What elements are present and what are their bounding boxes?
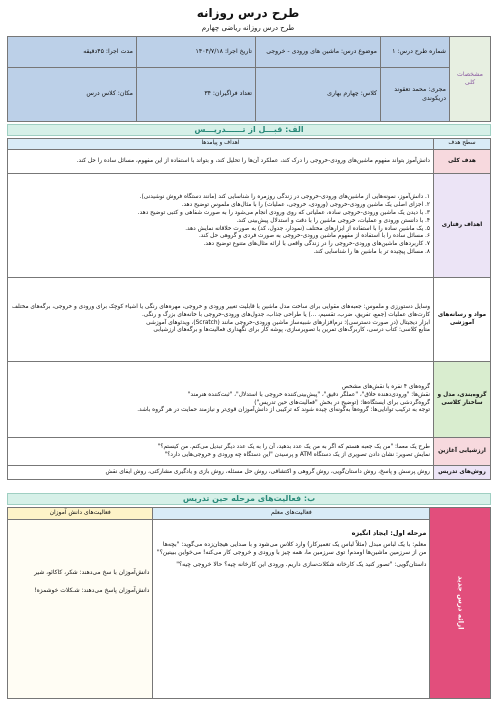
behavioral-goal-item: ۲. اجزای اصلی یک ماشین ورودی-خروجی (ورودی، خروجی، عملیات) را با مثال‌های ملموس توضیح دهد. [181, 202, 430, 209]
class-name: کلاس: چهارم بهاری [256, 68, 381, 122]
goals-title-header: اهداف و پیامدها [8, 139, 434, 150]
duration: مدت اجرا: ۴۵دقیقه [8, 37, 137, 68]
new-lesson-strip [430, 508, 491, 699]
behavioral-goal-item: ۳. با دیدن یک ماشین ورودی-خروجی ساده، عملیاتی که روی ورودی انجام می‌شود را به صورت شفاهی و کتبی توضیح دهد. [137, 209, 430, 216]
assessment-line: طرح یک معما: "من یک جعبه هستم که اگر به من یک عدد بدهید، آن را به یک عدد دیگر تبدیل می‌کنم. من کیستم؟" [157, 443, 430, 450]
methods-label: روش‌های تدریس [434, 466, 491, 480]
assessment-line: نمایش تصویر: نشان دادن تصویری از یک دستگاه ATM و پرسیدن "این دستگاه چه ورودی و خروجی‌هایی دارد؟" [164, 451, 430, 458]
general-goal-text: دانش‌آموز بتواند مفهوم ماشین‌های ورودی-خروجی را درک کند، عملکرد آن‌ها را تحلیل کند، و بتواند با استفاده از این مفهوم، مسائل ساده را حل کند. [8, 150, 434, 174]
materials-line: ابزار دیجیتال (در صورت دسترسی): نرم‌افزارهای شبیه‌ساز ماشین ورودی-خروجی مانند (Scratch)، ویدئوهای آموزشی [146, 319, 430, 326]
student-activities-header: فعالیت‌های دانش آموزان [8, 508, 153, 520]
behavioral-goal-item: ۴. با دانستن ورودی و عملیات، خروجی ماشین را با دقت و استدلال پیش‌بینی کند. [236, 217, 430, 224]
strip-label: ارائه درس جدید [456, 576, 465, 630]
general-goal-label: هدف کلی [434, 150, 491, 174]
goal-level-header: سطح هدف [434, 139, 491, 150]
materials-text [8, 278, 434, 362]
info-side-label: مشخصات کلی [450, 37, 491, 122]
methods-text: روش پرسش و پاسخ، روش داستان‌گویی، روش گروهی و اکتشافی، روش حل مسئله، روش بازی و یادگیری مشارکتی، روش ایفای نقش [8, 466, 434, 480]
section-a-header: الف: قبـــل از تــــــدریـــس [7, 124, 491, 136]
info-table [7, 36, 491, 122]
teacher-activities-header: فعالیت‌های معلم [153, 508, 430, 520]
teacher-text: معلم: با یک لباس مبدل (مثلاً لباس یک تعمیرکار) وارد کلاس می‌شود و با صدایی هیجان‌زده می‌گوید: "بچه‌ها من از سرزمین ماشین‌ها اومدم! توی سرزمین ما، همه چیز با ورودی و خروجی کار می‌کنه! می‌خواین ببینین؟" [156, 540, 427, 556]
stage-title: مرحله اول: ایجاد انگیزه [351, 529, 427, 537]
grouping-line: گروه‌گردشی برای ایستگاه‌ها: (توضیح در بخش "فعالیت‌های حین تدریس") [254, 399, 430, 406]
behavioral-goal-item: ۷. کاربردهای ماشین‌های ورودی-خروجی را در زندگی واقعی با ارائه مثال‌های متنوع توضیح دهد. [203, 241, 430, 248]
section-b-header: ب: فعالیت‌های مرحله حین تدریس [7, 493, 491, 505]
grouping-text [8, 362, 434, 438]
behavioral-goal-item: ۱. دانش‌آموز، نمونه‌هایی از ماشین‌های ورودی-خروجی در زندگی روزمره را شناسایی کند (مانند دستگاه فروش نوشیدنی). [139, 194, 430, 201]
student-text-2: دانش‌آموزان پاسخ می‌دهند: شـکلات خوشمزه! [34, 587, 150, 595]
student-count: تعداد فراگیران: ۳۴ [137, 68, 256, 122]
place: مکان: کلاس درس [8, 68, 137, 122]
student-text-1: دانش‌آموزان با سخ می‌دهند: شکر، کاکائو، شیر [34, 569, 150, 576]
teacher-text-2: داستان‌گویی: "تصور کنید یک کارخانه شکلات‌سازی داریم. ورودی این کارخانه چیه؟ حالا خروجی چیه؟" [176, 560, 427, 568]
topic: موضوع درس: ماشین های ورودی - خروجی [256, 37, 381, 68]
behavioral-goal-item: ۸. مسائل پیچیده تر با ماشین ها را شناسایی کند. [313, 248, 430, 255]
activities-table [7, 507, 491, 699]
materials-line: منابع کلاسی: کتاب درسی، کاربرگ‌های تمرین با تصویرسازی، پوشه کار برای نگهداری فعالیت‌ها و برگه‌های ارزشیابی [153, 327, 430, 334]
initial-assessment-text [8, 438, 434, 466]
page-title: طرح درس روزانه [196, 6, 300, 20]
materials-label: مواد و رسانه‌های آموزشی [434, 278, 491, 362]
grouping-line: گروه‌های ۴ نفره با نقش‌های مشخص [341, 383, 430, 390]
initial-assessment-label: ارزشیابی آغازین [434, 438, 491, 466]
behavioral-goals-list [8, 174, 434, 278]
behavioral-goals-label: اهداف رفتاری [434, 174, 491, 278]
grouping-line: توجه به ترکیب توانایی‌ها: گروه‌ها به‌گونه‌ای چیده شوند که ترکیبی از دانش‌آموزان قوی‌تر و نیازمند حمایت در هر گروه باشد. [137, 407, 430, 414]
exec-date: تاریخ اجرا: ۱۴۰۴/۷/۱۸ [137, 37, 256, 68]
materials-line: وسایل دستورزی و ملموس: جعبه‌های مقوایی برای ساخت مدل ماشین با قابلیت تغییر ورودی و خروجی، مهره‌های رنگی یا اشیاء کوچک برای ورودی و خروجی، برگه‌های مختلف کارت‌های عملیات (جمع، تفریق، ضرب، تقسیم، ...) یا طراحی جذاب، جدول‌های ورودی-خروجی با خانه‌های بزرگ و رنگی. [12, 303, 430, 318]
teacher-name: مجری: محمد تعقوند دریکوندی [381, 68, 450, 122]
goals-table [7, 138, 491, 480]
plan-number: شماره طرح درس: ۱ [381, 37, 450, 68]
grouping-line: نقش‌ها: "ورودی‌دهنده خلاق"، "عملگر دقیق"، "پیش‌بینی‌کننده خروجی با استدلال"، "ثبت‌کننده هنرمند" [187, 391, 430, 398]
behavioral-goal-item: ۶. مسائل ساده را با استفاده از مفهوم ماشین ورودی-خروجی به صورت فردی و گروهی حل کند. [198, 233, 430, 240]
grouping-label: گروه‌بندی، مدل و ساختار کلاسی [434, 362, 491, 438]
teacher-activities-cell [153, 520, 430, 699]
student-activities-cell [8, 520, 153, 699]
page-subtitle: طرح درس روزانه ریاضی چهارم [201, 24, 295, 32]
behavioral-goal-item: ۵. یک ماشین ساده را با استفاده از ابزارهای مختلف (نمودار، جدول، کد) به صورت خلاقانه نمایش دهد. [185, 225, 430, 232]
